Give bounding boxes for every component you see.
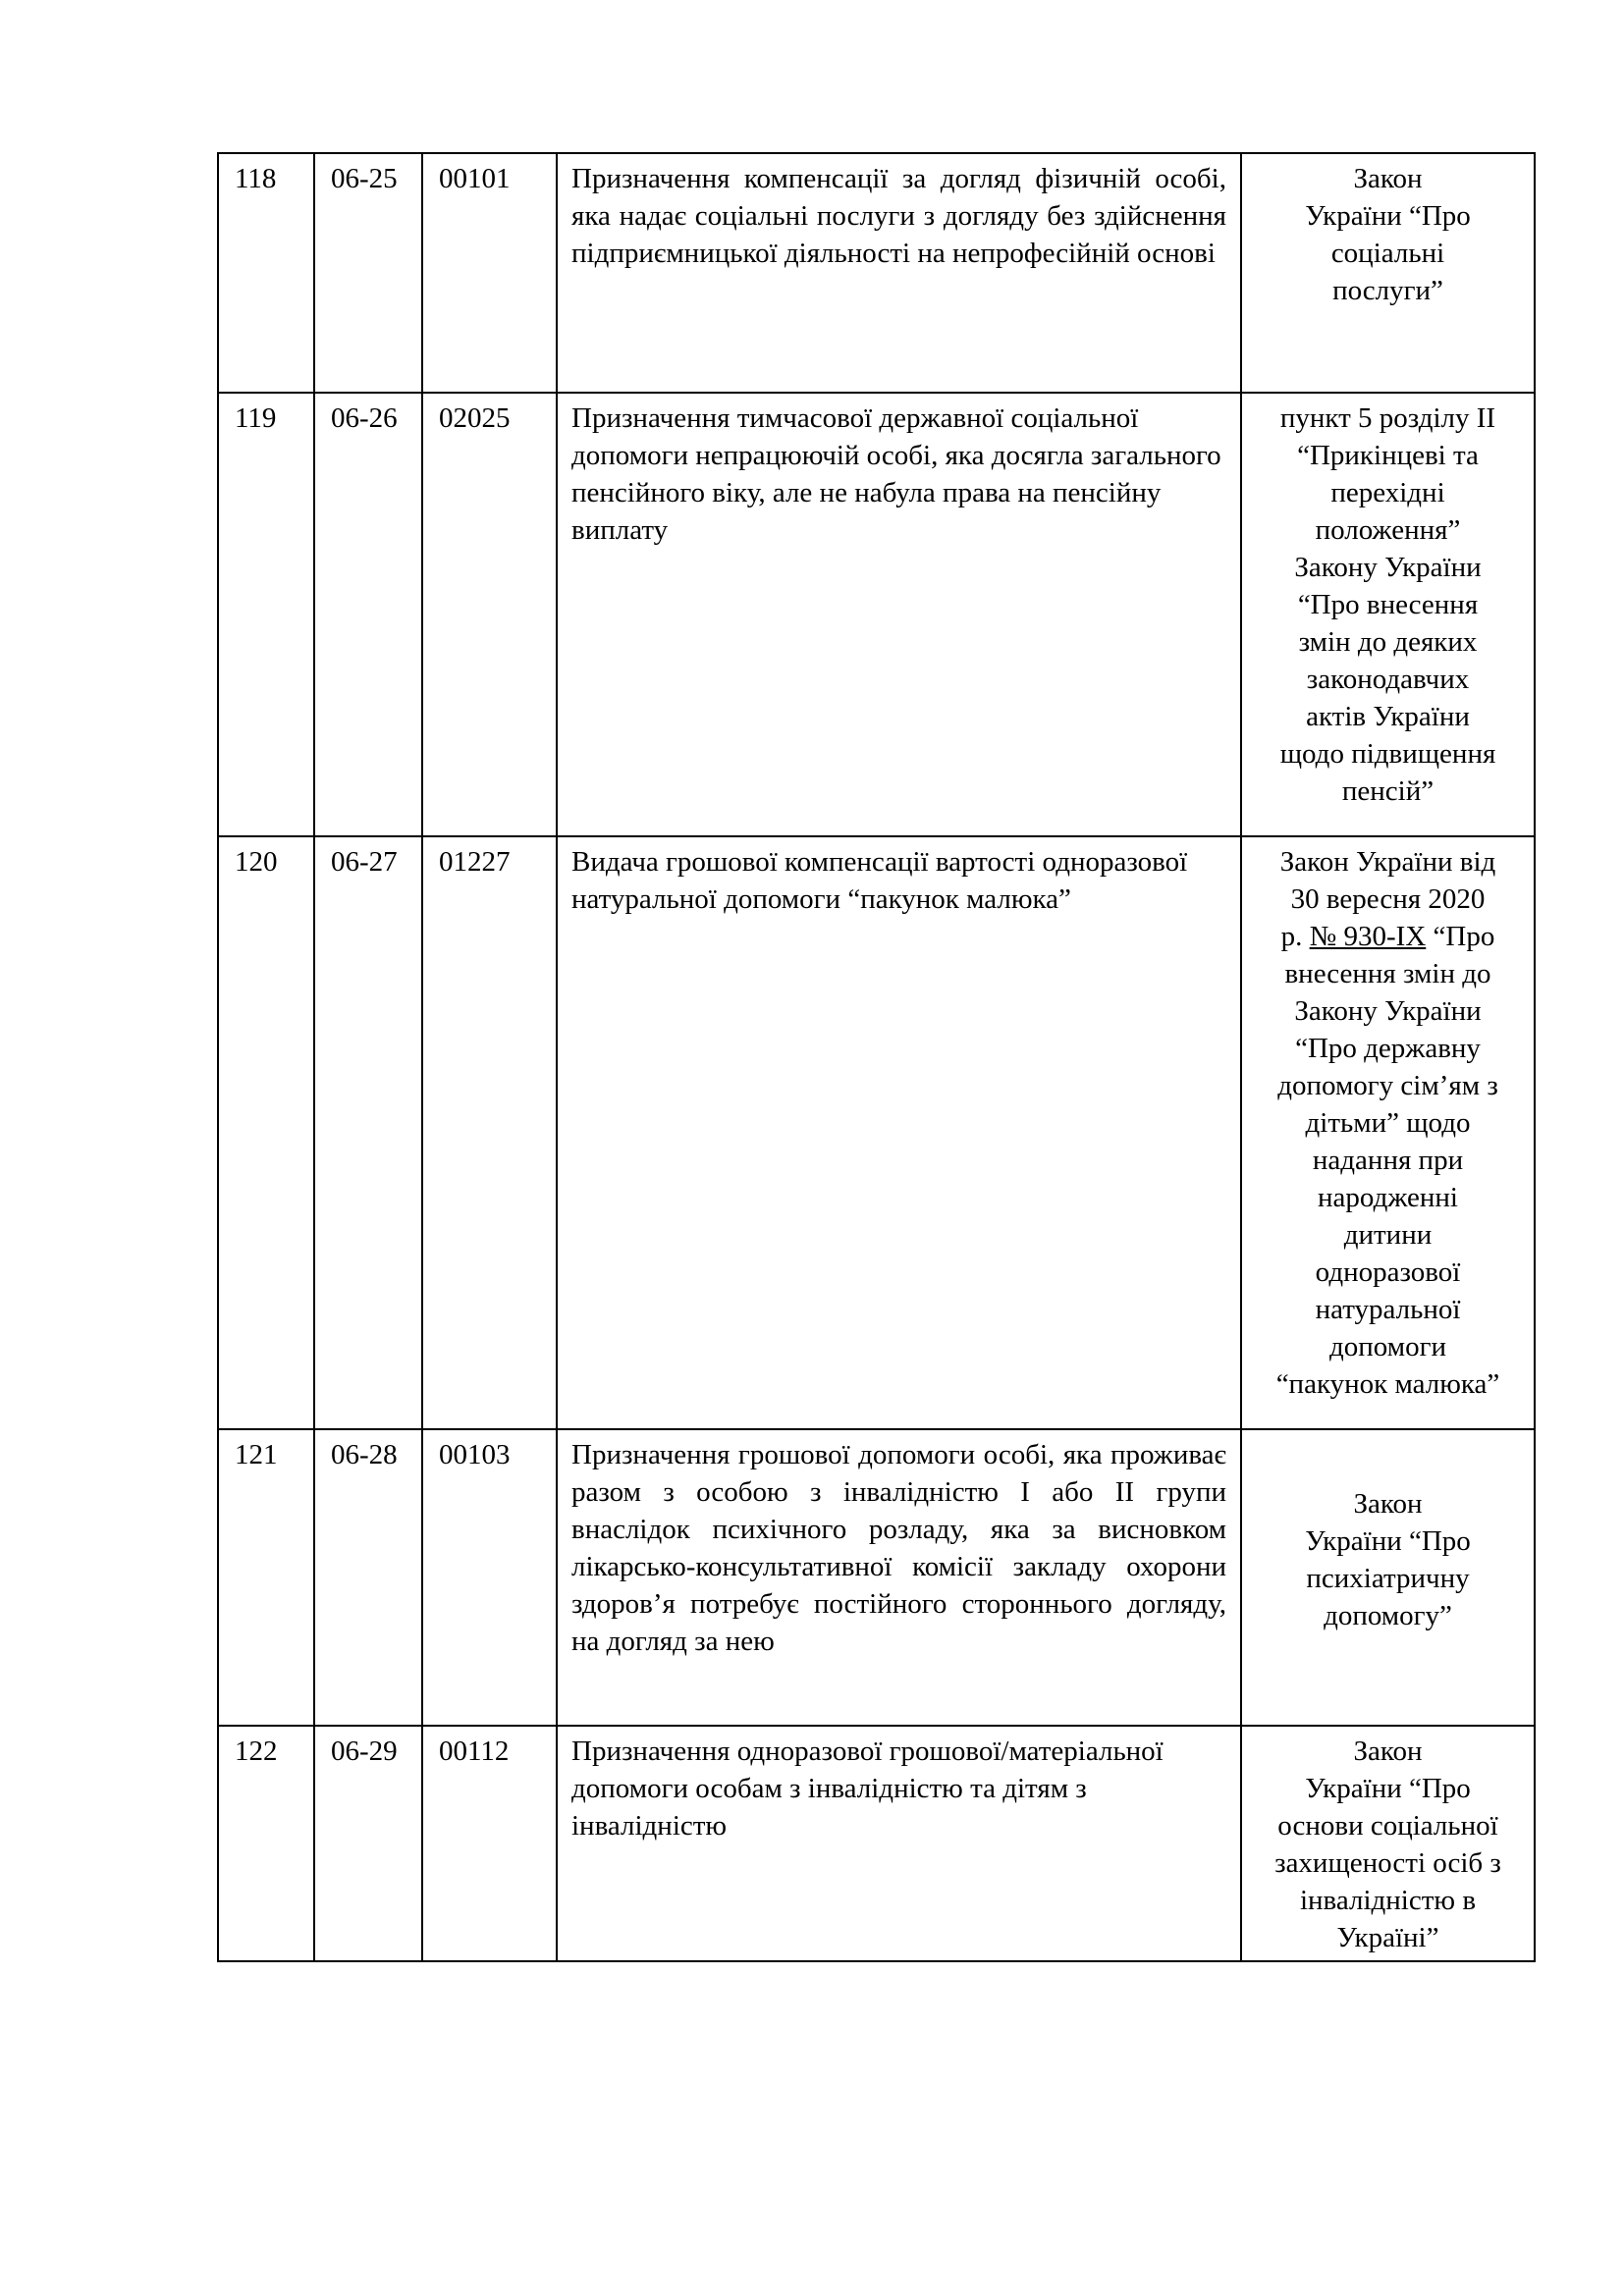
row-code: 06-25 <box>314 153 422 393</box>
row-service-id: 00103 <box>422 1429 557 1726</box>
legal-basis-line: 30 вересня 2020 <box>1290 883 1486 915</box>
legal-basis-suffix: “Про <box>1433 921 1495 952</box>
row-legal-basis <box>1241 1726 1535 1961</box>
row-legal-basis <box>1241 1429 1535 1726</box>
legal-basis-line: України “Про <box>1305 1525 1471 1557</box>
legal-basis-line: Закон <box>1353 1735 1423 1767</box>
row-number: 120 <box>218 836 314 1429</box>
row-description: Призначення компенсації за догляд фізичній особі, яка надає соціальні послуги з догляду без здійснення підприємницької діяльності на непрофесійній основі <box>557 153 1241 393</box>
row-number: 122 <box>218 1726 314 1961</box>
legal-basis-line: натуральної <box>1315 1294 1461 1325</box>
row-description: Призначення одноразової грошової/матеріальної допомоги особам з інвалідністю та дітям з інвалідністю <box>557 1726 1241 1961</box>
legal-basis-line: Закон <box>1353 163 1423 194</box>
table-row <box>218 1429 1535 1726</box>
legal-basis-line: пункт 5 розділу II <box>1279 402 1496 434</box>
row-number: 118 <box>218 153 314 393</box>
row-service-id: 00112 <box>422 1726 557 1961</box>
table-row <box>218 836 1535 1429</box>
row-legal-basis <box>1241 153 1535 393</box>
legal-basis-line: положення” <box>1315 514 1461 546</box>
row-number: 121 <box>218 1429 314 1726</box>
legal-basis-line: України “Про <box>1305 1773 1471 1804</box>
legal-basis-line: допомогу” <box>1324 1600 1452 1631</box>
legal-basis-line: дитини <box>1343 1219 1433 1251</box>
legal-basis-line: актів України <box>1306 701 1470 732</box>
legal-basis-line: народженні <box>1318 1182 1458 1213</box>
row-description: Призначення тимчасової державної соціальної допомоги непрацюючій особі, яка досягла загального пенсійного віку, але не набула права на пенсійну виплату <box>557 393 1241 836</box>
row-description: Призначення грошової допомоги особі, яка проживає разом з особою з інвалідністю I або II групи внаслідок психічного розладу, яка за висновком лікарсько-консультативної комісії закладу охорони здоров’я потребує постійного стороннього догляду, на догляд за нею <box>557 1429 1241 1726</box>
legal-basis-line: одноразової <box>1315 1256 1461 1288</box>
legal-basis-line: щодо підвищення <box>1279 738 1496 770</box>
row-number: 119 <box>218 393 314 836</box>
legal-basis-line: Закон <box>1353 1488 1423 1520</box>
row-service-id: 02025 <box>422 393 557 836</box>
legal-basis-line: змін до деяких <box>1298 626 1478 658</box>
table-row <box>218 153 1535 393</box>
legal-basis-line: допомогу сім’ям з <box>1277 1070 1498 1101</box>
legal-basis-line: інвалідністю в <box>1299 1885 1477 1916</box>
legal-basis-prefix: р. <box>1280 921 1303 952</box>
legal-basis-line: внесення змін до <box>1284 958 1491 989</box>
services-table <box>217 152 1536 1962</box>
row-service-id: 01227 <box>422 836 557 1429</box>
row-service-id: 00101 <box>422 153 557 393</box>
legal-basis-line: законодавчих <box>1306 664 1470 695</box>
legal-basis-line: соціальні <box>1330 238 1445 269</box>
legal-basis-line: послуги” <box>1332 275 1443 306</box>
legal-basis-line: Україні” <box>1336 1922 1439 1953</box>
table-row <box>218 1726 1535 1961</box>
legal-basis-line: пенсій” <box>1341 775 1435 807</box>
row-description: Видача грошової компенсації вартості одноразової натуральної допомоги “пакунок малюка” <box>557 836 1241 1429</box>
row-code: 06-27 <box>314 836 422 1429</box>
legal-basis-line: Закону України <box>1294 995 1482 1027</box>
legal-basis-line: перехідні <box>1330 477 1445 508</box>
legal-basis-line: Закону України <box>1294 552 1482 583</box>
row-legal-basis <box>1241 393 1535 836</box>
row-code: 06-28 <box>314 1429 422 1726</box>
legal-basis-line: “Прикінцеві та <box>1297 440 1479 471</box>
legal-basis-line: дітьми” щодо <box>1305 1107 1471 1139</box>
table-row <box>218 393 1535 836</box>
legal-basis-line: Закон України від <box>1279 846 1496 878</box>
legal-basis-line: “Про державну <box>1295 1033 1481 1064</box>
row-code: 06-29 <box>314 1726 422 1961</box>
legal-basis-line: допомоги <box>1329 1331 1446 1362</box>
legal-basis-line: захищеності осіб з <box>1274 1847 1501 1879</box>
legal-basis-line: основи соціальної <box>1277 1810 1498 1842</box>
legal-basis-line: України “Про <box>1305 200 1471 232</box>
legal-basis-line: “пакунок малюка” <box>1275 1368 1500 1400</box>
legal-basis-line: психіатричну <box>1306 1563 1470 1594</box>
law-number-link[interactable]: № 930-IX <box>1309 921 1427 952</box>
row-code: 06-26 <box>314 393 422 836</box>
legal-basis-line <box>1252 918 1524 955</box>
legal-basis-line: надання при <box>1312 1145 1464 1176</box>
row-legal-basis <box>1241 836 1535 1429</box>
legal-basis-line: “Про внесення <box>1297 589 1479 620</box>
